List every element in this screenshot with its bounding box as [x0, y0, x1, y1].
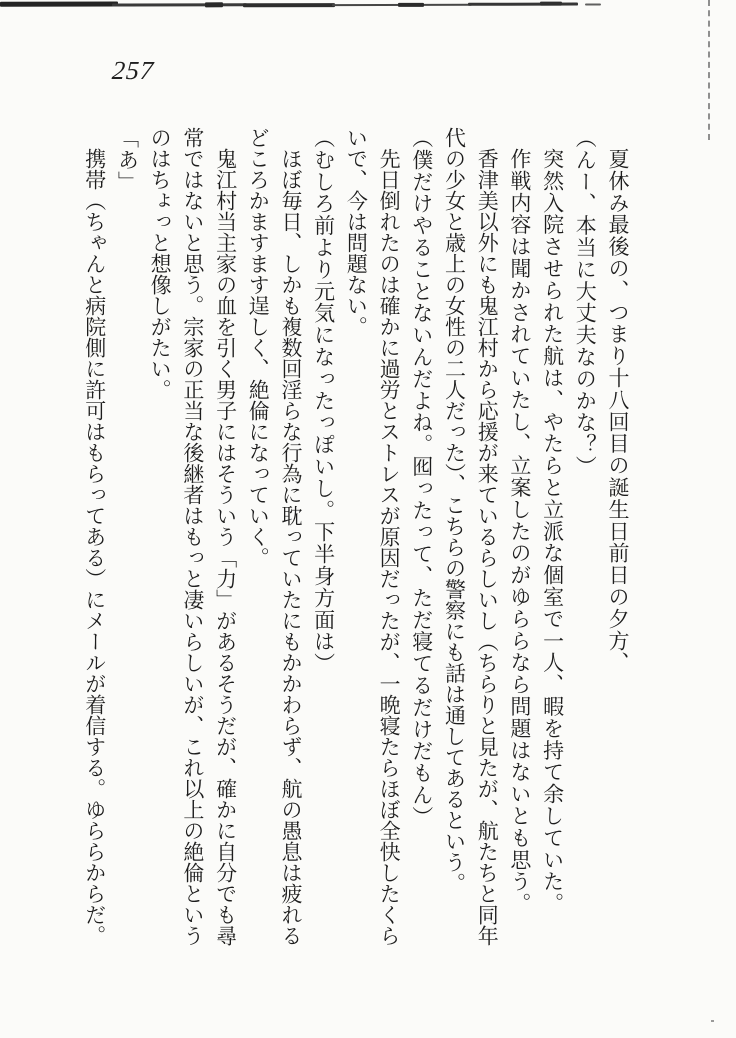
paragraph: （僕だけやることないんだよね。囮ったって、ただ寝てるだけだもん）: [409, 127, 434, 828]
paragraph: 携帯（ちゃんと病院側に許可はもらってある）にメールが着信する。ゆららからだ。: [82, 148, 107, 946]
scan-line-segment: [205, 2, 223, 7]
paragraph: 作戦内容は聞かされていたし、立案したのがゆららなら問題はないとも思う。: [507, 148, 532, 915]
paragraph: 香津美以外にも鬼江村から応援が来ているらしいし（ちらりと見たが、航たちと同年代の少女と歳上の女性の二人だった）、こちらの警察にも話は通してあるという。: [442, 127, 500, 946]
page-number: 257: [111, 56, 156, 85]
paragraph: （むしろ前より元気になったっぽいし。下半身方面は）: [311, 127, 336, 675]
body-text: [78, 127, 634, 961]
scan-line-segment: [585, 4, 601, 6]
scan-artifact-speck: [711, 1020, 714, 1022]
scan-artifact-top-edge: [0, 0, 736, 11]
paragraph: 夏休み最後の、つまり十八回目の誕生日前日の夕方、: [606, 148, 630, 674]
scan-artifact-right-dashed-line: [708, 0, 710, 140]
scan-line-segment: [112, 3, 247, 6]
paragraph: 突然入院させられた航は、やたらと立派な個室で一人、暇を持て余していた。: [540, 148, 565, 915]
scan-line-segment: [243, 3, 335, 7]
scan-line-segment: [540, 2, 562, 6]
paragraph: 「あ」: [115, 127, 140, 193]
scan-line-segment: [398, 2, 424, 7]
scan-line-segment: [0, 2, 118, 7]
paragraph: 鬼江村当主家の血を引く男子にはそういう「力」があるそうだが、確かに自分でも尋常ではないと思う。宗家の正当な後継者はもっと凄いらしいが、これ以上の絶倫というのはちょっと想像しがたい。: [148, 127, 238, 946]
paragraph: 先日倒れたのは確かに過労とストレスが原因だったが、一晩寝たらほぼ全快したくらいで、今は問題ない。: [344, 127, 402, 946]
paragraph: ほぼ毎日、しかも複数回淫らな行為に耽っていたにもかかわらず、航の愚息は疲れるどころかますます逞しく、絶倫になっていく。: [246, 127, 303, 946]
paragraph: （んー、本当に大丈夫なのかな？）: [573, 127, 598, 478]
